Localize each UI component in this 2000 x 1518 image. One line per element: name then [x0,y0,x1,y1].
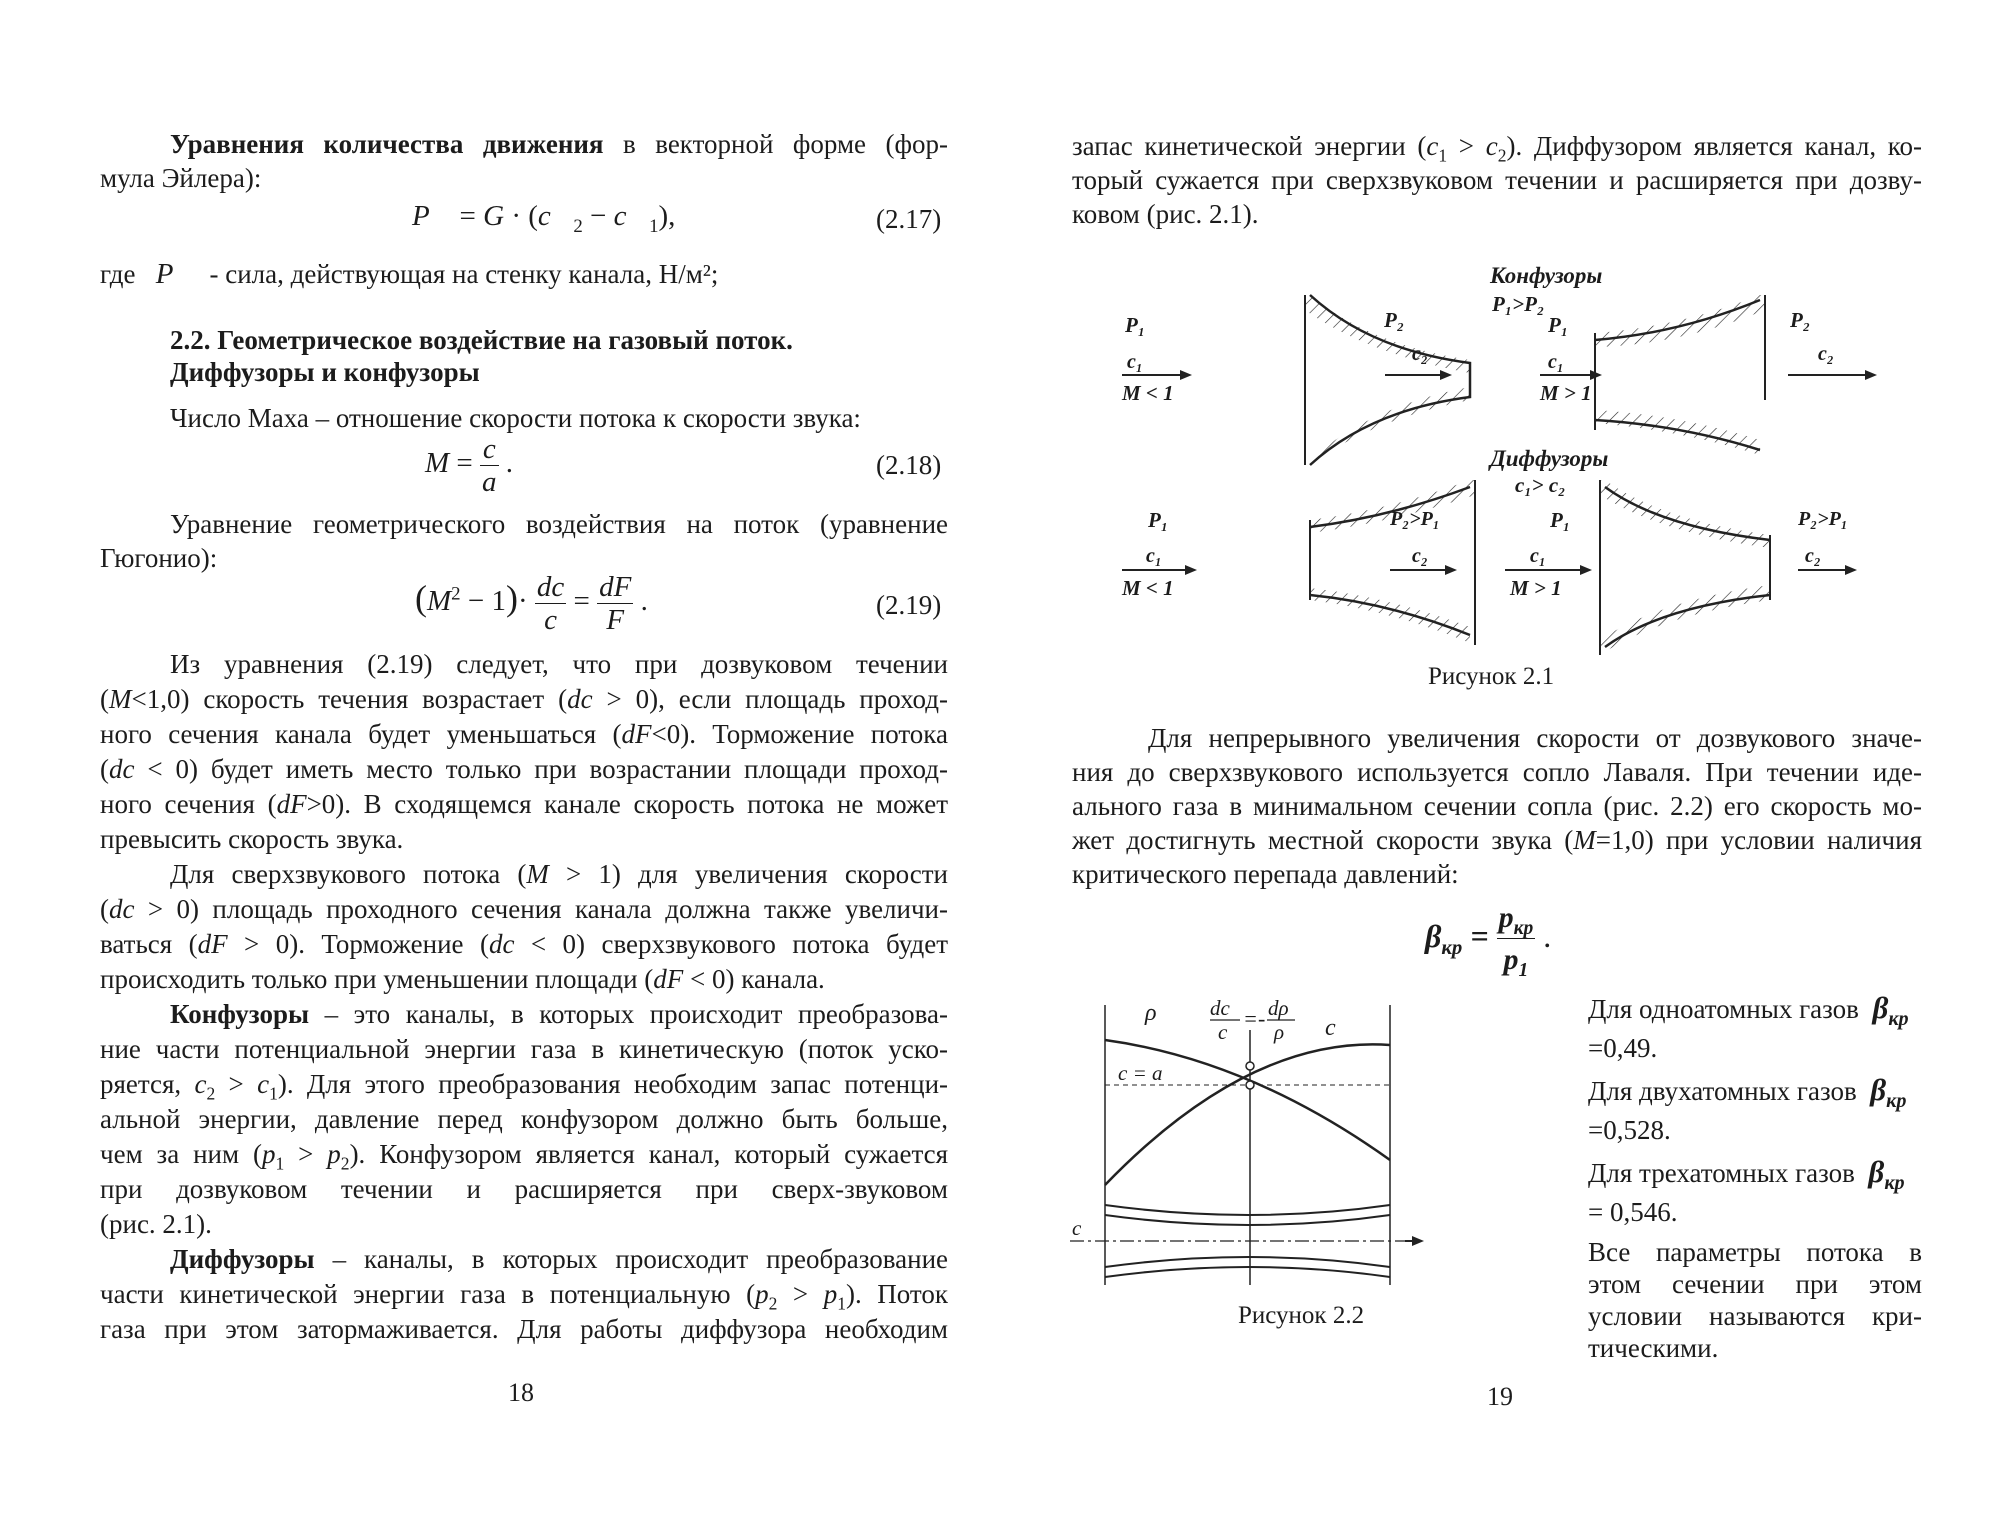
text-line: ного сечения (dF>0). В сходящемся канале скорость потока не может [100,789,948,819]
arrowhead [1440,370,1452,380]
text-line: (dc < 0) будет иметь место только при возрастании площади проход- [100,754,948,784]
p2-gt-p1-label: P₂>P₁ [1390,508,1440,530]
text-line: = 0,546. [1588,1197,1678,1227]
equation-number: (2.19) [876,590,942,620]
intersection-point [1246,1062,1254,1070]
text-line: ряется, $c_2 > c_1$). Для этого преобразования необходим запас потенци- [100,1069,949,1104]
text-line: Уравнение геометрического воздействия на поток (уравнение [170,509,948,539]
p1-label: P₁ [1550,508,1571,532]
text-line: Гюгонио): [100,543,218,573]
c-equals-a-label: c = a [1118,1061,1163,1085]
text-line: торый сужается при сверхзвуковом течении и расширяется при дозву- [1072,165,1922,195]
text-line: (рис. 2.1). [100,1209,212,1239]
p1-label: P₁ [1148,508,1169,532]
nozzle-wall [1105,1267,1390,1277]
text-line: газа при этом затормаживается. Для работы диффузора необходим [100,1314,948,1344]
c1-label: c₁ [1530,545,1546,567]
text-line: мула Эйлера): [100,163,262,193]
drho-label: dρ [1268,996,1289,1020]
right-page [1000,0,2000,1518]
density-curve [1105,1040,1390,1160]
text-line: при дозвуковом течении и расширяется при сверх-звуковом [100,1174,948,1204]
equals-sign: = [1243,1006,1258,1031]
sonic-point [1246,1081,1254,1089]
diffusor-diverging-subsonic [1310,480,1475,645]
rho-denominator: ρ [1274,1020,1285,1044]
text-line: критического перепада давлений: [1072,859,1459,889]
text-line: условии называются кри- [1588,1301,1922,1331]
p2-gt-p1-label: P₂>P₁ [1798,508,1848,530]
text-line: Уравнения количества движения в векторной форме (фор- [170,129,948,159]
section-heading: Диффузоры и конфузоры [170,357,480,387]
equation-mach: M = $\frac{c}{a}$ . [425,433,514,498]
mach-label: M > 1 [1510,576,1562,600]
c-flow-label: c [1072,1216,1082,1240]
equation-hugoniot: $(M^2 - 1)\cdot$ $\frac{dc}{c}$ = $\frac{dF}{F}$ . [415,571,648,636]
text-line: ние части потенциальной энергии газа в кинетическую (поток уско- [100,1034,948,1064]
arrowhead [1180,370,1192,380]
figure-caption: Рисунок 2.2 [1238,1302,1365,1329]
equation-beta-critical: $\beta_{кр}$ = $\frac{p_{кр}}{p_1}$ . [1425,898,1551,981]
text-line: Из уравнения (2.19) следует, что при дозвуковом течении [170,649,948,679]
nozzle-diverging-supersonic [1595,295,1765,455]
diffusor-converging-supersonic [1600,480,1770,655]
c2-label: c₂ [1412,343,1428,365]
arrowhead [1865,370,1877,380]
p1-label: P₁ [1548,313,1569,337]
text-line: =0,49. [1588,1033,1658,1063]
c2-label: c₂ [1805,545,1821,567]
text-line: Для сверхзвукового потока (M > 1) для увеличения скорости [170,859,948,889]
c1-label: c₁ [1548,351,1564,373]
text-line: происходить только при уменьшении площади (dF < 0) канала. [100,964,825,994]
text-line: =0,528. [1588,1115,1671,1145]
text-line: чем за ним $(p_1 > p_2)$. Конфузором является канал, который сужается [100,1139,948,1174]
text-line: (M<1,0) скорость течения возрастает (dc > 0), если площадь проход- [100,684,948,714]
arrowhead [1185,565,1197,575]
text-line: Все параметры потока в [1588,1237,1922,1267]
nozzle-wall [1105,1215,1390,1225]
bold-term: Уравнения количества движения [170,129,604,159]
c-denominator: c [1218,1020,1228,1044]
c-label: c [1325,1015,1336,1041]
page-number: 19 [1487,1382,1513,1411]
equation-number: (2.18) [876,450,942,480]
arrowhead [1445,565,1457,575]
figure-2-1 [1100,255,1900,675]
c1-label: c₁ [1146,545,1162,567]
p2-label: P₂ [1384,308,1405,332]
text-line: Число Маха – отношение скорости потока к скорости звука: [170,403,861,433]
text-line: превысить скорость звука. [100,824,404,854]
c1-label: c₁ [1127,351,1143,373]
arrowhead [1412,1236,1424,1246]
text-line: Для одноатомных газов $\beta_{кр}$ [1588,990,1909,1031]
text-line: ваться (dF > 0). Торможение (dc < 0) сверхзвукового потока будет [100,929,949,959]
diffuzory-title: Диффузоры [1490,446,1609,471]
text-line: ковом (рис. 2.1). [1072,199,1259,229]
mach-label: M > 1 [1540,381,1592,405]
minus-sign: - [1258,1006,1266,1031]
diffuzory-condition: c₁> c₂ [1515,473,1566,497]
figure-2-2 [1060,995,1420,1325]
text-line: ния до сверхзвукового используется сопло Лаваля. При течении иде- [1072,757,1922,787]
rho-label: ρ [1145,1000,1157,1026]
mach-label: M < 1 [1122,576,1174,600]
page-number: 18 [508,1378,534,1407]
nozzle-wall [1105,1205,1390,1215]
text-line: части кинетической энергии газа в потенциальную $(p_2 > p_1)$. Поток [100,1279,948,1314]
text-line: жет достигнуть местной скорости звука (M=1,0) при условии наличия [1072,825,1922,855]
text-line: альной энергии, давление перед конфузором должно быть больше, [100,1104,948,1134]
mach-label: M < 1 [1122,381,1174,405]
dc-label: dc [1210,996,1230,1020]
text-line: где P⃗ - сила, действующая на стенку канала, Н/м²; [100,258,719,290]
arrowhead [1845,565,1857,575]
text-line: Для двухатомных газов $\beta_{кр}$ [1588,1072,1907,1113]
text-line: запас кинетической энергии $(c_1 > c_2)$. Диффузором является канал, ко- [1072,131,1923,166]
equation-number: (2.17) [876,204,942,234]
text-line: Конфузоры – это каналы, в которых происходит преобразова- [170,999,948,1029]
c2-label: c₂ [1818,343,1834,365]
p2-label: P₂ [1790,308,1811,332]
section-heading: 2.2. Геометрическое воздействие на газовый поток. [170,325,793,355]
p1-label: P₁ [1125,313,1146,337]
text-line: Диффузоры – каналы, в которых происходит преобразование [170,1244,948,1274]
text-line: тическими. [1588,1333,1719,1363]
text-line: Для непрерывного увеличения скорости от дозвукового значе- [1148,723,1922,753]
text-line: Для трехатомных газов $\beta_{кр}$ [1588,1154,1905,1195]
figure-caption: Рисунок 2.1 [1428,663,1555,690]
nozzle-wall [1105,1257,1390,1267]
equation-euler: P⃗ = $G \cdot (c⃗_2$ − $c⃗_1$), [412,200,676,237]
text-line: ального газа в минимальном сечении сопла (рис. 2.2) его скорость мо- [1072,791,1922,821]
c2-label: c₂ [1412,545,1428,567]
text-line: (dc > 0) площадь проходного сечения канала должна также увеличи- [100,894,948,924]
konfuzory-condition: P₁>P₂ [1492,292,1545,316]
text-line: этом сечении при этом [1588,1269,1922,1299]
text-line: ного сечения канала будет уменьшаться (dF<0). Торможение потока [100,719,948,749]
konfuzory-title: Конфузоры [1490,263,1603,288]
arrowhead [1580,565,1592,575]
